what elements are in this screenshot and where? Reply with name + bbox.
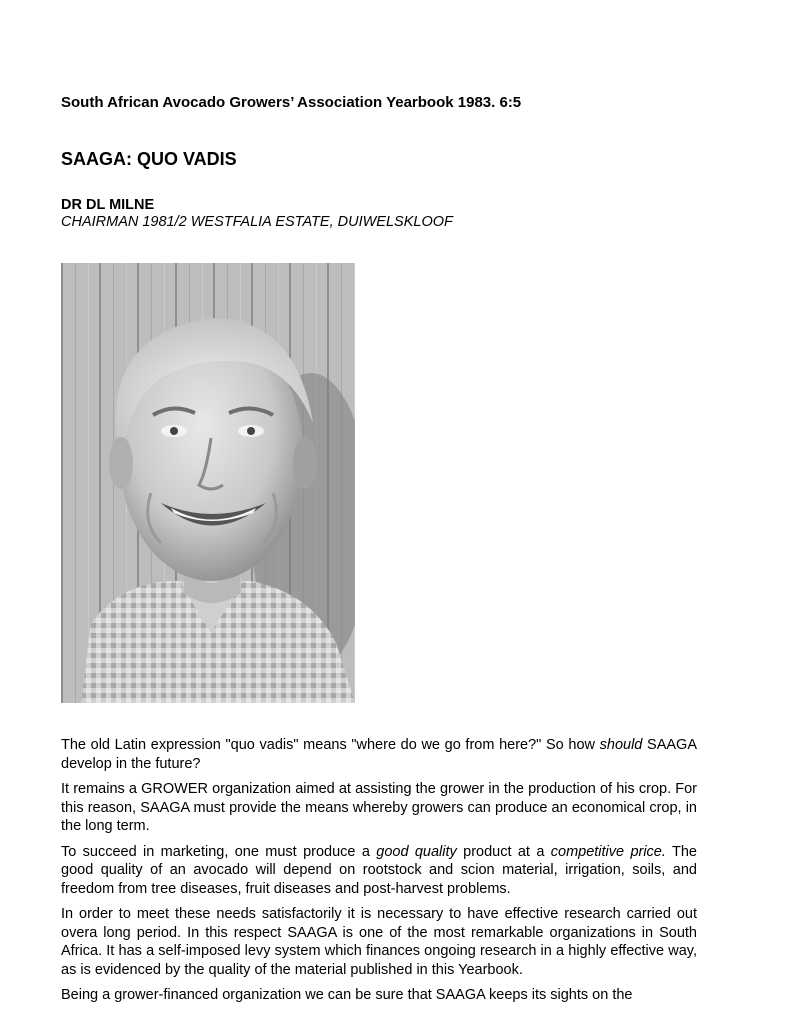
emphasis-text: good quality xyxy=(376,843,457,860)
journal-citation: South African Avocado Growers’ Association Yearbook 1983. 6:5 xyxy=(61,94,522,111)
paragraph-text: SAAGA develop in the future? xyxy=(61,737,697,772)
paragraph-text: The good quality of an avocado will depend on rootstock and scion material, irrigation, soils, and freedom from tree diseases, fruit diseases and post-harvest problems. xyxy=(61,843,697,897)
paragraph xyxy=(61,736,697,773)
paragraph-text: product at a xyxy=(456,843,551,860)
author-portrait-photo xyxy=(61,263,355,703)
author-name: DR DL MILNE xyxy=(61,197,155,213)
paragraph: In order to meet these needs satisfactorily it is necessary to have effective research carried out overa long period. In this respect SAAGA is one of the most remarkable organizations in South Africa. It has a self-imposed levy system which finances ongoing research in a highly effective way, as is evidenced by the quality of the material published in this Yearbook. xyxy=(61,906,697,978)
paragraph: Being a grower-financed organization we can be sure that SAAGA keeps its sights on the xyxy=(61,987,633,1003)
article-title: SAAGA: QUO VADIS xyxy=(61,149,237,169)
paragraph: It remains a GROWER organization aimed at assisting the grower in the production of his crop. For this reason, SAAGA must provide the means whereby growers can produce an economical crop, in the long term. xyxy=(61,781,697,834)
paragraph xyxy=(61,843,697,899)
emphasis-text: competitive price. xyxy=(550,843,666,860)
paragraph-text: To succeed in marketing, one must produce a xyxy=(61,843,377,860)
emphasis-text: should xyxy=(599,737,643,753)
author-affiliation: CHAIRMAN 1981/2 WESTFALIA ESTATE, DUIWELSKLOOF xyxy=(61,214,453,230)
paragraph-text: The old Latin expression "quo vadis" means "where do we go from here?" So how xyxy=(61,737,600,753)
article-body xyxy=(61,736,697,1012)
